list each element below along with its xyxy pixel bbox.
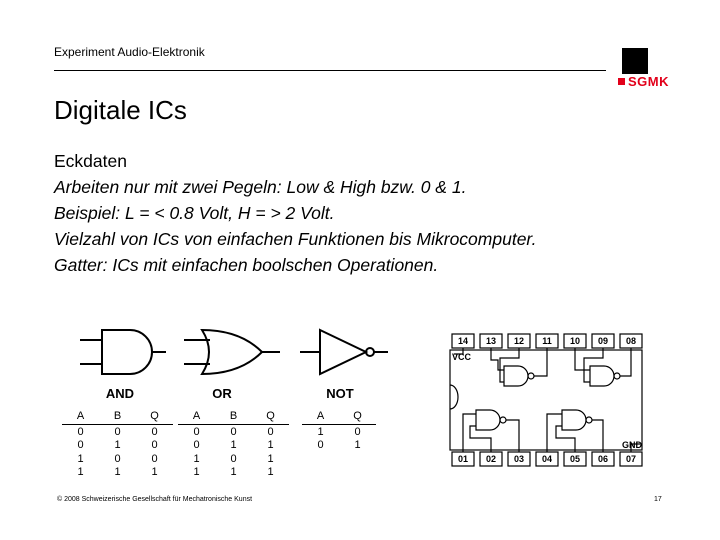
table-cell: 1: [354, 439, 361, 452]
ic-pin-04: 04: [541, 454, 552, 464]
ic-pin-03: 03: [513, 454, 524, 464]
ic-pin-02: 02: [485, 454, 496, 464]
body-line-3: Vielzahl von ICs von einfachen Funktionen bis Mikrocomputer.: [54, 229, 537, 249]
body-line-2: Beispiel: L = < 0.8 Volt, H = > 2 Volt.: [54, 203, 335, 223]
or-gate-icon: [184, 330, 280, 374]
table-cell: 1: [77, 452, 84, 465]
table-row: [178, 452, 289, 466]
body-line-1: Arbeiten nur mit zwei Pegeln: Low & High bzw. 0 & 1.: [54, 177, 467, 197]
ic-pin-10: 10: [569, 336, 580, 346]
ic-pin-14: 14: [457, 336, 468, 346]
ic-pinout-diagram: [440, 330, 652, 470]
not-truth-table: [302, 408, 376, 452]
table-cell: 1: [193, 452, 200, 465]
table-cell: 0: [317, 439, 324, 452]
lower-nand-gates: [463, 410, 603, 452]
and-header-q: Q: [150, 410, 159, 422]
logo-red-mark: [618, 78, 625, 85]
or-header-q: Q: [266, 410, 275, 422]
table-cell: 0: [151, 425, 158, 438]
table-row: [178, 439, 289, 453]
not-header-a: A: [316, 410, 325, 422]
ic-pin-13: 13: [485, 336, 496, 346]
table-row: [178, 466, 289, 480]
or-header-a: A: [192, 410, 201, 422]
table-cell: 0: [114, 452, 121, 465]
header-rule: [54, 70, 606, 71]
table-row: [62, 452, 173, 466]
table-cell: 0: [114, 425, 121, 438]
table-cell: 0: [193, 425, 200, 438]
table-cell: 1: [151, 466, 158, 479]
gate-symbols: [80, 322, 390, 382]
or-truth-table: [178, 408, 289, 479]
table-cell: 1: [267, 452, 274, 465]
and-truth-table: [62, 408, 173, 479]
table-cell: 1: [193, 466, 200, 479]
table-cell: 1: [114, 466, 121, 479]
and-label: AND: [105, 386, 135, 401]
ic-pin-09: 09: [597, 336, 608, 346]
logo-text: SGMK: [628, 74, 669, 89]
body-line-4: Gatter: ICs mit einfachen boolschen Operationen.: [54, 255, 439, 275]
table-cell: 0: [151, 452, 158, 465]
ic-vcc-label: VCC: [452, 352, 472, 362]
table-cell: 0: [77, 425, 84, 438]
table-cell: 1: [77, 466, 84, 479]
ic-pin-12: 12: [513, 336, 524, 346]
table-cell: 0: [77, 439, 84, 452]
not-gate-icon: [300, 330, 388, 374]
body-text: [54, 148, 536, 278]
ic-pin-06: 06: [597, 454, 608, 464]
logo-square: [622, 48, 648, 74]
table-cell: 0: [354, 425, 361, 438]
table-row: [178, 425, 289, 439]
table-cell: 1: [267, 466, 274, 479]
table-cell: 0: [230, 425, 237, 438]
not-label: NOT: [326, 386, 354, 401]
ic-pin-08: 08: [625, 336, 636, 346]
or-label: OR: [212, 386, 232, 401]
and-header-b: B: [113, 410, 122, 422]
table-cell: 0: [267, 425, 274, 438]
and-gate-icon: [80, 330, 166, 374]
table-row: [62, 439, 173, 453]
ic-pin-07: 07: [625, 454, 636, 464]
table-cell: 1: [267, 439, 274, 452]
table-cell: 0: [193, 439, 200, 452]
table-row: [302, 425, 376, 439]
ic-pin-11: 11: [542, 336, 552, 346]
not-header-q: Q: [353, 410, 362, 422]
slide-title: Digitale ICs: [54, 95, 187, 125]
table-cell: 1: [114, 439, 121, 452]
body-heading: Eckdaten: [54, 151, 127, 171]
page-number: 17: [654, 496, 662, 503]
table-row: [302, 439, 376, 453]
upper-nand-gates: [491, 348, 631, 386]
header-title: Experiment Audio-Elektronik: [54, 45, 205, 59]
table-row: [62, 425, 173, 439]
ic-gnd-label: GND: [622, 440, 642, 450]
ic-pin-01: 01: [457, 454, 468, 464]
or-header-b: B: [229, 410, 238, 422]
table-cell: 1: [230, 466, 237, 479]
ic-pin-05: 05: [569, 454, 580, 464]
table-row: [62, 466, 173, 480]
table-cell: 1: [317, 425, 324, 438]
table-cell: 0: [151, 439, 158, 452]
table-cell: 1: [230, 439, 237, 452]
table-cell: 0: [230, 452, 237, 465]
and-header-a: A: [76, 410, 85, 422]
footer-copyright: © 2008 Schweizerische Gesellschaft für Mechatronische Kunst: [57, 496, 253, 503]
